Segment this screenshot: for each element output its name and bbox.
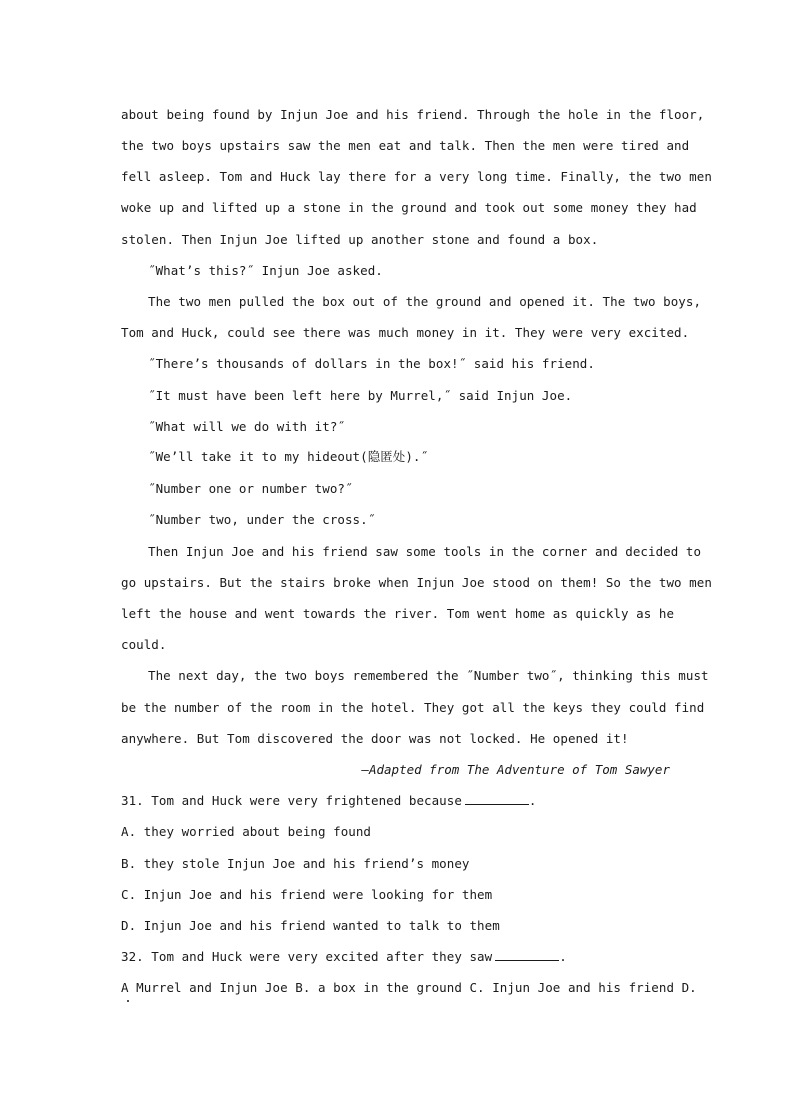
answer-blank [495, 950, 559, 961]
story-line: could. [121, 637, 167, 652]
stem-end: . [528, 793, 537, 808]
story-line: left the house and went towards the river. Tom went home as quickly as he [121, 606, 675, 621]
stray-mark [127, 1000, 129, 1002]
option-a: A. they worried about being found [121, 824, 371, 839]
dialogue-line: ˝Number one or number two?˝ [148, 481, 353, 496]
question-31-stem [121, 793, 681, 809]
source-attribution: —Adapted from The Adventure of Tom Sawyer [361, 762, 670, 777]
dialogue-line: ˝There’s thousands of dollars in the box!˝ said his friend. [148, 356, 595, 371]
story-line: Then Injun Joe and his friend saw some tools in the corner and decided to [148, 544, 702, 559]
question-stem-text: 31. Tom and Huck were very frightened because [121, 793, 462, 808]
story-line: stolen. Then Injun Joe lifted up another stone and found a box. [121, 232, 599, 247]
story-line: the two boys upstairs saw the men eat and talk. Then the men were tired and [121, 138, 690, 153]
option-d: D. Injun Joe and his friend wanted to talk to them [121, 918, 500, 933]
dialogue-line: ˝What’s this?˝ Injun Joe asked. [148, 263, 383, 278]
story-line: The two men pulled the box out of the ground and opened it. The two boys, [148, 294, 702, 309]
story-line: about being found by Injun Joe and his friend. Through the hole in the floor, [121, 107, 705, 122]
story-line: The next day, the two boys remembered the ˝Number two˝, thinking this must [148, 668, 709, 683]
answer-blank [465, 794, 529, 805]
story-line: anywhere. But Tom discovered the door was not locked. He opened it! [121, 731, 629, 746]
option-c: C. Injun Joe and his friend were looking for them [121, 887, 493, 902]
story-line: fell asleep. Tom and Huck lay there for a very long time. Finally, the two men [121, 169, 712, 184]
dialogue-line: ˝What will we do with it?˝ [148, 419, 345, 434]
question-32-stem [121, 949, 681, 965]
dialogue-line: ˝Number two, under the cross.˝ [148, 512, 376, 527]
option-b: B. they stole Injun Joe and his friend’s money [121, 856, 470, 871]
story-line: be the number of the room in the hotel. They got all the keys they could find [121, 700, 705, 715]
dialogue-line: ˝It must have been left here by Murrel,˝ said Injun Joe. [148, 388, 573, 403]
story-line: Tom and Huck, could see there was much money in it. They were very excited. [121, 325, 690, 340]
story-line: woke up and lifted up a stone in the ground and took out some money they had [121, 200, 697, 215]
question-stem-text: 32. Tom and Huck were very excited after they saw [121, 949, 493, 964]
question-32-options: A Murrel and Injun Joe B. a box in the ground C. Injun Joe and his friend D. [121, 980, 697, 995]
stem-end: . [559, 949, 567, 964]
story-line: go upstairs. But the stairs broke when Injun Joe stood on them! So the two men [121, 575, 712, 590]
dialogue-line: ˝We’ll take it to my hideout(隐匿处).˝ [148, 449, 429, 464]
